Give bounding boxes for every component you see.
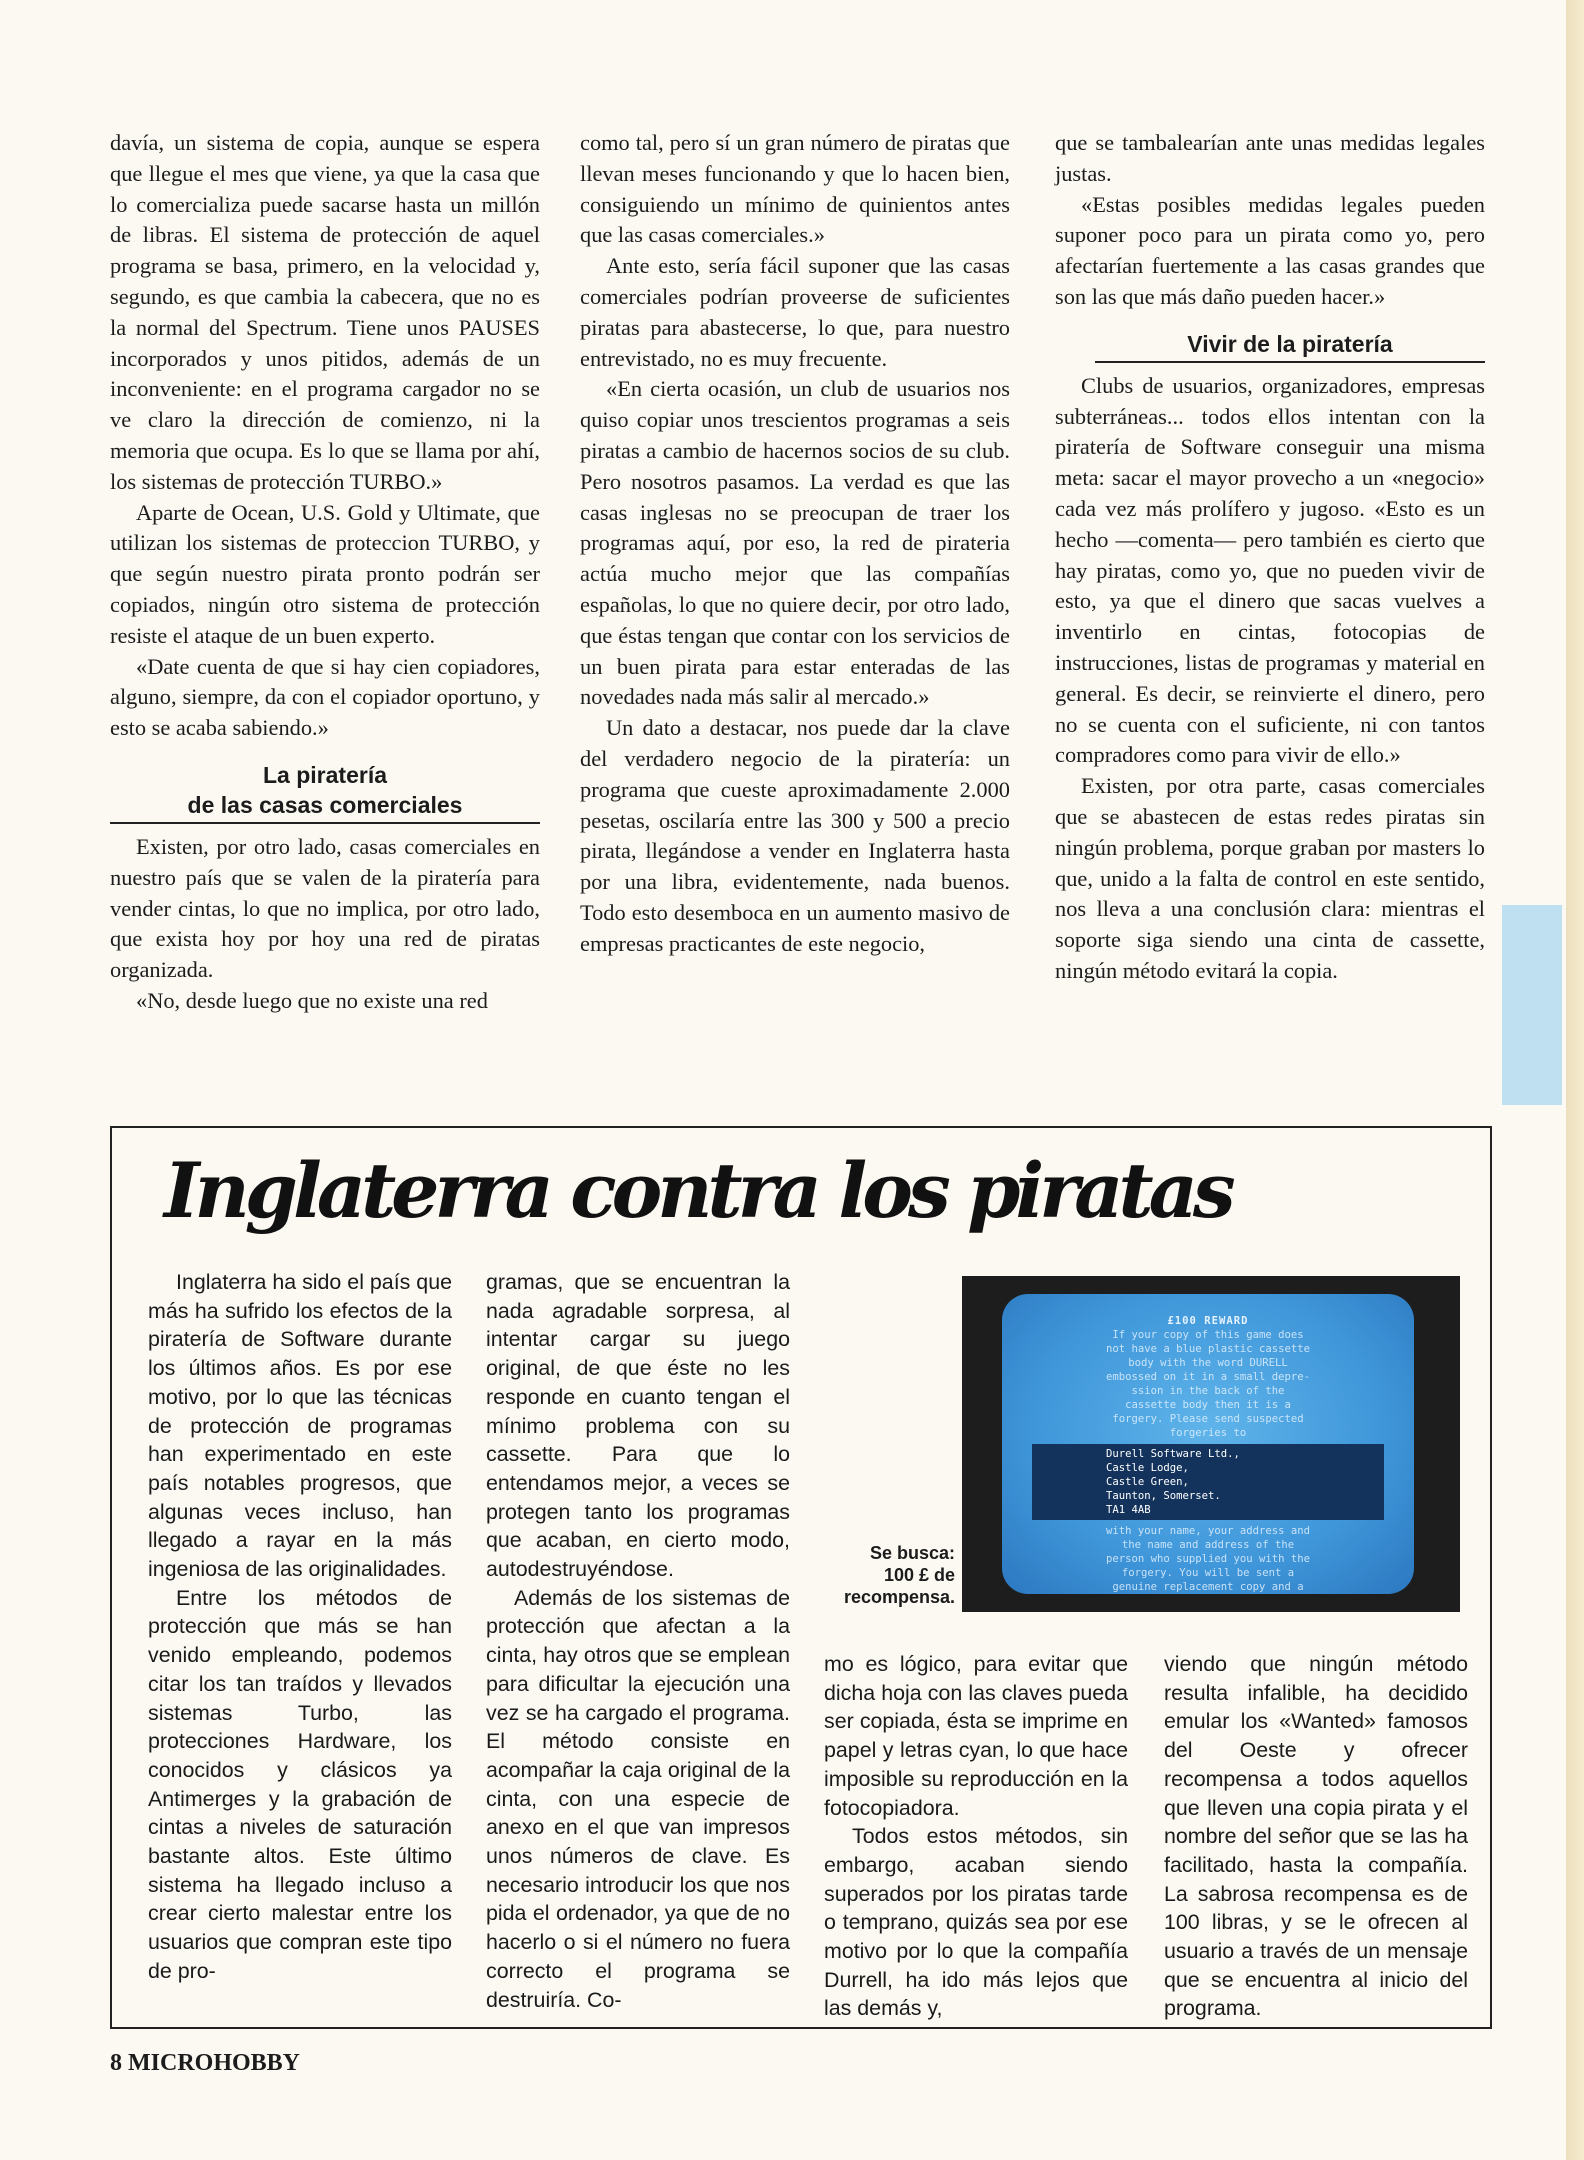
article-paragraph: «En cierta ocasión, un club de usuarios nos quiso copiar unos trescientos programas a seis piratas a cambio de hacernos socios de su club. Pero nosotros pasamos. La verdad es que las casas inglesas no se preocupan de traer los programas aquí, por eso, la red de pirateria actúa mucho mejor que las compañías españolas, lo que no quiere decir, por otro lado, que éstas tengan que contar con los servicios de un buen pirata para estar enteradas de las novedades nada más salir al mercado.»	[580, 376, 1010, 710]
article-paragraph: Aparte de Ocean, U.S. Gold y Ultimate, que utilizan los sistemas de proteccion TURBO, y que según nuestro pirata pronto podrán ser copiados, ningún otro sistema de protección resiste el ataque de un buen experto.	[110, 499, 540, 648]
article-paragraph: «Date cuenta de que si hay cien copiadores, alguno, siempre, da con el copiador oportuno, y esto se acaba sabiendo.»	[110, 653, 540, 741]
article-column-3	[1055, 128, 1485, 987]
sidebar-box	[110, 1126, 1492, 2029]
screen-line: forgery. You will be sent a	[1121, 1567, 1295, 1579]
screenshot-caption: Se busca: 100 £ de recompensa.	[843, 1543, 955, 1607]
box-paragraph: viendo que ningún método resulta infalible, ha decidido emular los «Wanted» famosos del Oeste y ofrecer recompensa a todos aquellos que lleven una copia pirata y el nombre del señor que se las ha facilitado, hasta la compañía. La sabrosa recompensa es de 100 libras, y se le ofrecen al usuario a través de un mensaje que se encuentra al inicio del programa.	[1164, 1652, 1468, 2021]
screen-line: body with the word DURELL	[1128, 1357, 1288, 1369]
screen-line: ssion in the back of the	[1131, 1385, 1285, 1397]
section-heading-vivir: Vivir de la piratería	[1095, 329, 1485, 363]
address-line: Castle Lodge,	[1106, 1462, 1189, 1474]
page-number: 8	[110, 2050, 122, 2076]
article-paragraph: «Estas posibles medidas legales pueden suponer poco para un pirata como yo, pero afectarían fuertemente a las casas grandes que son las que más daño pueden hacer.»	[1055, 191, 1485, 309]
article-paragraph: Existen, por otra parte, casas comerciales que se abastecen de estas redes piratas sin ningún problema, porque graban por masters lo que, unido a la falta de control en este sentido, nos lleva a una conclusión clara: mientras el soporte siga siendo una cinta de cassette, ningún método evitará la copia.	[1055, 773, 1485, 983]
screen-line: cassette body then it is a	[1125, 1399, 1291, 1411]
box-column-1	[148, 1268, 452, 1986]
page-edge	[1566, 0, 1584, 2160]
article-column-2	[580, 128, 1010, 960]
article-paragraph: Ante esto, sería fácil suponer que las casas comerciales podrían proveerse de suficientes piratas para abastecerse, lo que, para nuestro entrevistado, no es muy frecuente.	[580, 253, 1010, 371]
box-paragraph: mo es lógico, para evitar que dicha hoja con las claves pueda ser copiada, ésta se imprime en papel y letras cyan, lo que hace imposible su reproducción en la fotocopiadora.	[824, 1652, 1128, 1820]
box-paragraph: Inglaterra ha sido el país que más ha sufrido los efectos de la piratería de Software durante los últimos años. Es por ese motivo, por lo que las técnicas de protección de programas han experimentado en este país notables progresos, que algunas veces incluso, han llegado a rayar en la más ingeniosa de las originalidades.	[148, 1270, 452, 1582]
address-line: Castle Green,	[1106, 1476, 1189, 1488]
article-column-1	[110, 128, 540, 1017]
crt-screen	[1002, 1294, 1414, 1594]
magazine-name: MICROHOBBY	[128, 2050, 301, 2076]
blue-side-tab	[1502, 905, 1562, 1105]
screen-line: If your copy of this game does	[1112, 1329, 1304, 1341]
screen-line: the name and address of the	[1121, 1539, 1295, 1551]
article-paragraph: que se tambalearían ante unas medidas legales justas.	[1055, 130, 1485, 186]
screen-line: genuine replacement copy and a	[1112, 1581, 1304, 1593]
box-column-4	[1164, 1650, 1468, 2023]
screen-line: person who supplied you with the	[1105, 1553, 1311, 1565]
box-column-2	[486, 1268, 790, 2014]
article-paragraph: davía, un sistema de copia, aunque se espera que llegue el mes que viene, ya que la casa que lo comercializa puede sacarse hasta un millón de libras. El sistema de protección de aquel programa se basa, primero, en la velocidad y, segundo, es que cambia la cabecera, que no es la normal del Spectrum. Tiene unos PAUSES incorporados y unos pitidos, además de un inconveniente: en el programa cargador no se ve claro la dirección de comienzo, ni la memoria que ocupa. Es lo que se llama por ahí, los sistemas de protección TURBO.»	[110, 130, 540, 494]
reward-screenshot	[962, 1276, 1460, 1612]
section-heading-pirateria-casas: La piratería de las casas comerciales	[110, 760, 540, 824]
article-paragraph: Un dato a destacar, nos puede dar la clave del verdadero negocio de la piratería: un programa que cueste aproximadamente 2.000 pesetas, oscilaría entre las 300 y 500 a precio pirata, llegándose a vender en Inglaterra hasta por una libra, evidentemente, nada buenos. Todo esto desemboca en un aumento masivo de empresas practicantes de este negocio,	[580, 715, 1010, 956]
box-paragraph: Entre los métodos de protección que más se han venido empleando, podemos citar los tan traídos y llevados sistemas Turbo, las protecciones Hardware, los conocidos y clásicos ya Antimerges y la grabación de cintas a niveles de saturación bastante altos. Este último sistema ha llegado incluso a crear cierto malestar entre los usuarios que compran este tipo de pro-	[148, 1585, 452, 1983]
screen-line: embossed on it in a small depre-	[1105, 1371, 1311, 1383]
page-footer	[110, 2050, 300, 2077]
article-paragraph: Existen, por otro lado, casas comerciales en nuestro país que se valen de la piratería para vender cintas, lo que no implica, por otro lado, que exista hoy por hoy una red de piratas organizada.	[110, 833, 540, 983]
screen-line: not have a blue plastic cassette	[1105, 1343, 1311, 1355]
box-paragraph: Además de los sistemas de protección que afectan a la cinta, hay otros que se emplean para dificultar la ejecución una vez se ha cargado el programa. El método consiste en acompañar la caja original de la cinta, con una especie de anexo en el que van impresos unos números de clave. Es necesario introducir los que nos pida el ordenador, ya que de no hacerlo o si el número no fuera correcto el programa se destruiría. Co-	[486, 1585, 790, 2012]
screen-heading: £100 REWARD	[1167, 1315, 1249, 1327]
box-paragraph: Todos estos métodos, sin embargo, acaban siendo superados por los piratas tarde o temprano, quizás sea por ese motivo por lo que la compañía Durrell, ha ido más lejos que las demás y,	[824, 1824, 1128, 2021]
article-paragraph: «No, desde luego que no existe una red	[136, 987, 488, 1013]
screen-line: forgery. Please send suspected	[1112, 1413, 1304, 1425]
box-column-3	[824, 1650, 1128, 2023]
screen-line: forgeries to	[1169, 1427, 1247, 1439]
article-paragraph: como tal, pero sí un gran número de piratas que llevan meses funcionando y que lo hacen bien, consiguiendo un mínimo de quinientos antes que las casas comerciales.»	[580, 130, 1010, 248]
address-line: TA1 4AB	[1106, 1504, 1151, 1516]
screen-address-band	[1032, 1444, 1384, 1520]
box-paragraph: gramas, que se encuentran la nada agradable sorpresa, al intentar cargar su juego original, de que éste no les responde en cuanto tengan el mínimo problema con su cassette. Para que lo entendamos mejor, a veces se protegen tanto los programas que acaban, en cierto modo, autodestruyéndose.	[486, 1270, 790, 1582]
address-line: Durell Software Ltd.,	[1106, 1448, 1240, 1460]
address-line: Taunton, Somerset.	[1106, 1490, 1221, 1502]
screen-line: with your name, your address and	[1105, 1525, 1311, 1537]
article-paragraph: Clubs de usuarios, organizadores, empresas subterráneas... todos ellos intentan con la piratería de Software conseguir una misma meta: sacar el mayor provecho a un «negocio» cada vez más prolífero y jugoso. «Esto es un hecho —comenta— pero también es cierto que hay piratas, como yo, que no pueden vivir de esto, ya que el dinero que sacas vuelves a inventirlo en cintas, fotocopias de instrucciones, listas de programas y material en general. Es decir, se reinvierte el dinero, pero no se cuenta con el suficiente, ni con tantos compradores como para vivir de ello.»	[1055, 372, 1485, 768]
box-title: Inglaterra contra los piratas	[164, 1146, 1231, 1235]
